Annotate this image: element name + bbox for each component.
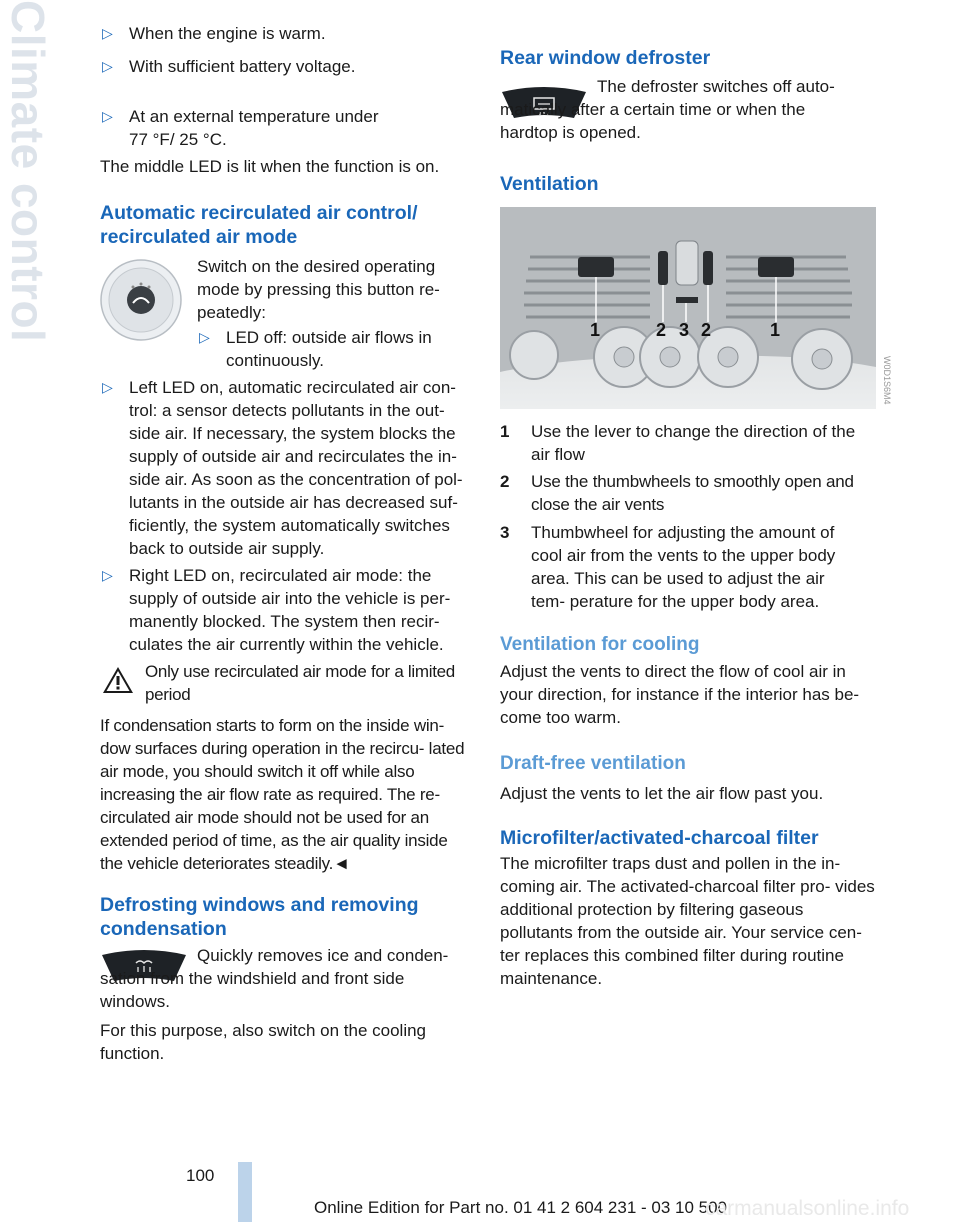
figure-label-1-left: 1 xyxy=(590,320,601,340)
cooling-heading: Ventilation for cooling xyxy=(500,634,700,655)
triangle-bullet-icon: ▷ xyxy=(102,379,113,395)
list-item: 2 Use the thumbwheels to smoothly open and close the air vents xyxy=(500,472,854,514)
list-item: 1 Use the lever to change the direction of the air flow xyxy=(500,422,856,464)
middle-led-note: The middle LED is lit when the function is on. xyxy=(100,157,440,176)
triangle-bullet-icon: ▷ xyxy=(102,25,113,41)
ventilation-heading: Ventilation xyxy=(500,173,599,195)
defrost-text: Quickly removes ice and conden- sation from the windshield and front side windows. xyxy=(100,946,449,1011)
defrost-cooling-note: For this purpose, also switch on the cooling function. xyxy=(100,1021,427,1063)
list-item: ▷ Right LED on, recirculated air mode: the supply of outside air into the vehicle is per- manently blocked. The system then recir- culates the air currently within the vehicle. xyxy=(102,566,451,654)
list-item: ▷ LED off: outside air flows in continuously. xyxy=(199,328,432,370)
warning-icon xyxy=(102,665,134,695)
figure-label-1-right: 1 xyxy=(770,320,781,340)
recirc-intro: Switch on the desired operating mode by pressing this button re- peatedly: xyxy=(197,257,440,322)
online-edition-note: Online Edition for Part no. 01 41 2 604 231 - 03 10 500 xyxy=(314,1198,728,1217)
draft-heading: Draft-free ventilation xyxy=(500,753,686,774)
triangle-bullet-icon: ▷ xyxy=(199,329,210,345)
recirc-heading: Automatic recirculated air control/ recirculated air mode xyxy=(100,202,418,248)
list-item: ▷ Left LED on, automatic recirculated air con- trol: a sensor detects pollutants in the out- side air. If necessary, the system blocks the supply of outside air and recirculates the in- side air. As soon as the concentration of pol- lutants in the outside air has decreased suf- ficiently, the system automatically switches back to outside air supply. xyxy=(102,378,463,558)
list-item: ▷ With sufficient battery voltage. xyxy=(102,57,356,76)
watermark: carmanualsonline.info xyxy=(705,1197,910,1220)
list-item: 3 Thumbwheel for adjusting the amount of cool air from the vents to the upper body area. This can be used to adjust the air tem- perature for the upper body area. xyxy=(500,523,836,611)
triangle-bullet-icon: ▷ xyxy=(102,58,113,74)
figure-label-3: 3 xyxy=(679,320,690,340)
ventilation-figure xyxy=(500,207,876,409)
page-number: 100 xyxy=(186,1166,215,1185)
warning-title: Only use recirculated air mode for a limited period xyxy=(145,662,455,704)
draft-text: Adjust the vents to let the air flow past you. xyxy=(500,784,824,803)
recirc-button-icon xyxy=(100,257,182,343)
triangle-bullet-icon: ▷ xyxy=(102,108,113,124)
rear-defroster-text: The defroster switches off auto- matically after a certain time or when the hardtop is opened. xyxy=(500,77,835,142)
rear-defroster-heading: Rear window defroster xyxy=(500,47,711,69)
triangle-bullet-icon: ▷ xyxy=(102,567,113,583)
side-section-title xyxy=(0,0,60,343)
figure-label-2-left: 2 xyxy=(656,320,667,340)
figure-code: W0D1S6M4 xyxy=(882,356,892,405)
warning-body: If condensation starts to form on the inside win- dow surfaces during operation in the recircu- lated air mode, you should switch it off while also increasing the air flow rate as required. The re- circulated air mode should not be used for an extended period of time, as the air quality inside the vehicle deteriorates steadily.◄ xyxy=(100,716,465,873)
list-item: ▷ When the engine is warm. xyxy=(102,24,326,43)
filter-heading: Microfilter/activated-charcoal filter xyxy=(500,827,819,849)
footer-divider xyxy=(238,1162,252,1222)
list-item: ▷ At an external temperature under 77 °F/ 25 °C. xyxy=(102,107,379,149)
defrost-heading: Defrosting windows and removing condensation xyxy=(100,894,419,940)
cooling-text: Adjust the vents to direct the flow of cool air in your direction, for instance if the interior has be- come too warm. xyxy=(500,662,860,727)
section-title-text: Climate control xyxy=(2,0,54,343)
figure-label-2-right: 2 xyxy=(701,320,712,340)
filter-text: The microfilter traps dust and pollen in the in- coming air. The activated-charcoal filter pro- vides additional protection by filtering gaseous pollutants from the outside air. Your service cen- ter replaces this combined filter during routine maintenance. xyxy=(500,854,875,988)
